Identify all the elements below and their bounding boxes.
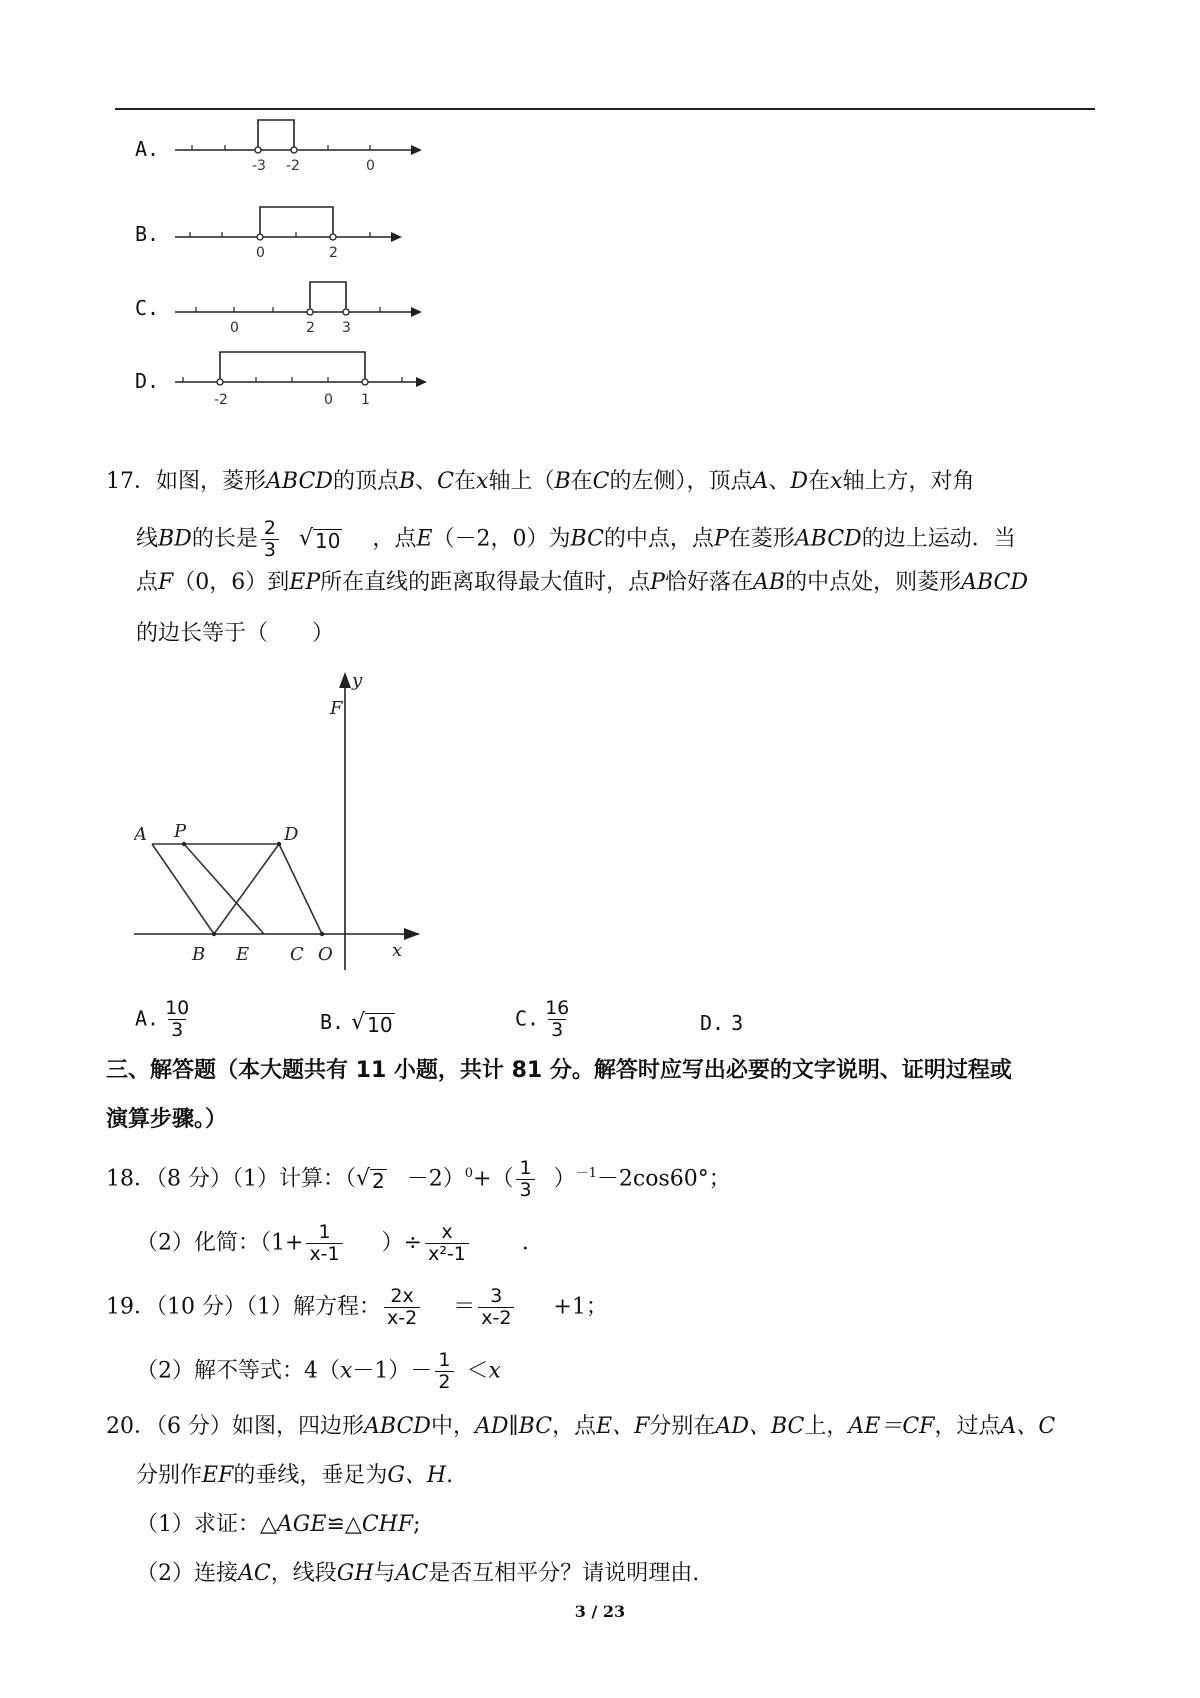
q17-line-4: 的边长等于（ ） bbox=[136, 621, 335, 646]
number-line-d bbox=[170, 348, 440, 414]
sqrt: √ 10 bbox=[298, 526, 341, 553]
label-A: A bbox=[134, 824, 147, 845]
label-D: D bbox=[284, 824, 299, 845]
number-line-c bbox=[170, 278, 430, 342]
page-number: 3 / 23 bbox=[574, 1602, 626, 1621]
q17-option-c: C. $\frac{16}{3}$ bbox=[515, 997, 570, 1041]
label-F: F bbox=[330, 698, 343, 719]
option-b-label: B. bbox=[135, 222, 160, 246]
label-y: y bbox=[352, 670, 363, 691]
q17-option-d: D. 3 bbox=[700, 1011, 744, 1035]
option-a-label: A. bbox=[135, 137, 160, 161]
q18-part-2: （2）化简：（1+ $\frac{1}{x-1}$ ）÷ $\frac{x}{\text{x²-1}}$ ． bbox=[136, 1221, 544, 1265]
fraction: $\frac{2}{3}$ bbox=[261, 518, 279, 561]
section-3-heading: 三、解答题（本大题共有 11 小题，共计 81 分。解答时应写出必要的文字说明、证明过程或 bbox=[106, 1058, 1012, 1083]
option-c-label: C. bbox=[135, 296, 160, 320]
header-rule bbox=[115, 108, 1095, 110]
q20-subquestion-1: （1）求证：△AGE≌△CHF; bbox=[136, 1512, 421, 1537]
number-line-a bbox=[170, 116, 430, 180]
tick-label: -2 bbox=[286, 158, 300, 174]
q19-part-1: 19．（10 分）（1）解方程： $\frac{2x}{x-2}$ ＝ $\frac{3}{x-2}$ +1； bbox=[106, 1285, 608, 1329]
q20-line-1: 20．（6 分）如图，四边形ABCD中，AD∥BC，点E、F分别在AD、BC上，AE＝CF，过点A、C bbox=[106, 1414, 1056, 1439]
tick-label: 0 bbox=[324, 392, 333, 408]
q20-subquestion-2: （2）连接AC，线段GH与AC是否互相平分？请说明理由. bbox=[136, 1561, 700, 1586]
q17-line-2: 线BD的长是 $\frac{2}{3}$ √ 10 ，点E（－2，0）为BC的中点，点P在菱形ABCD的边上运动．当 bbox=[136, 517, 1016, 561]
tick-label: 0 bbox=[366, 158, 375, 174]
label-C: C bbox=[290, 944, 304, 965]
tick-label: 0 bbox=[256, 245, 265, 261]
tick-label: -2 bbox=[214, 392, 228, 408]
section-3-heading-cont: 演算步骤。） bbox=[106, 1107, 228, 1132]
tick-label: 3 bbox=[342, 320, 351, 336]
label-B: B bbox=[192, 944, 206, 965]
number-line-b bbox=[170, 203, 410, 267]
q19-part-2: （2）解不等式：4（x－1）－ $\frac{1}{2}$ ＜x bbox=[136, 1349, 501, 1393]
label-x: x bbox=[392, 940, 403, 961]
q17-options: A. $\frac{10}{3}$ bbox=[135, 997, 190, 1041]
tick-label: 0 bbox=[230, 320, 239, 336]
label-O: O bbox=[318, 944, 333, 965]
tick-label: 1 bbox=[361, 392, 370, 408]
q17-option-b: B. √ 10 bbox=[320, 1009, 393, 1037]
tick-label: 2 bbox=[306, 320, 315, 336]
option-d-label: D. bbox=[135, 369, 160, 393]
q17-line-1: 17．如图，菱形ABCD的顶点B、C在x轴上（B在C的左侧），顶点A、D在x轴上方，对角 bbox=[106, 469, 975, 494]
q17-rhombus-figure bbox=[134, 664, 434, 978]
label-E: E bbox=[236, 944, 250, 965]
q20-line-2: 分别作EF的垂线，垂足为G、H. bbox=[136, 1463, 454, 1488]
label-P: P bbox=[174, 821, 187, 842]
q17-line-3: 点F（0，6）到EP所在直线的距离取得最大值时，点P恰好落在AB的中点处，则菱形ABCD bbox=[136, 570, 1029, 595]
q18-part-1: 18．（8 分）（1）计算：（ √ 2 －2）$^0$+（ $\frac{1}{3}$ ）$^{-1}$－2cos60°； bbox=[106, 1157, 731, 1201]
tick-label: -3 bbox=[252, 158, 266, 174]
tick-label: 2 bbox=[329, 245, 338, 261]
